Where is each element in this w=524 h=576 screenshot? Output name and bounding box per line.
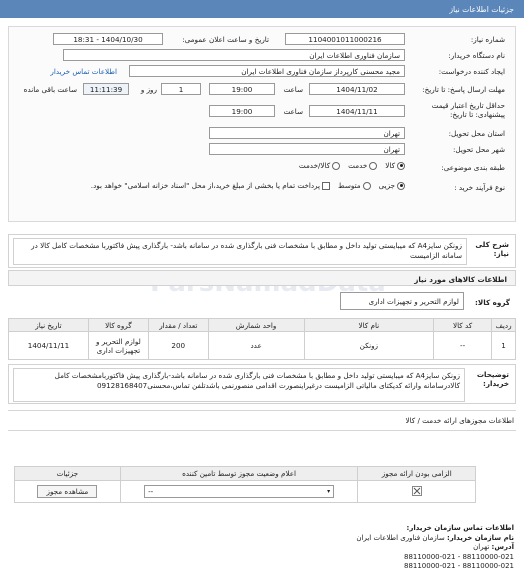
deadline-date-field: 1404/11/02	[309, 83, 405, 95]
goods-title-bar	[8, 270, 516, 286]
permit-status-select[interactable]: ▾ --	[144, 485, 334, 498]
buyer-notes-section	[8, 364, 516, 404]
description-text: زونکن سایزA4 که میبایستی تولید داخل و مطابق با مشخصات فنی بارگذاری شده در سامانه باشد- بارگذاری پیش فاکتوربا مشخصات کامل کالا در سامانه الزامیست	[13, 238, 467, 265]
city-field: تهران	[209, 143, 405, 155]
col-unit: واحد شمارش	[208, 319, 304, 332]
description-section	[8, 234, 516, 268]
view-permit-button[interactable]: مشاهده مجوز	[37, 485, 97, 498]
category-option-service[interactable]: خدمت	[348, 161, 377, 170]
required-checkbox-icon	[412, 486, 422, 496]
permits-table-header	[15, 467, 476, 481]
remaining-time-field: 11:11:39	[83, 83, 129, 95]
cell-index: 1	[492, 332, 516, 360]
table-row	[9, 332, 516, 360]
col-qty: تعداد / مقدار	[148, 319, 208, 332]
contact-org: نام سازمان خریدار: سازمان فناوری اطلاعات ایران	[356, 533, 514, 542]
creator-field: مجید محسنی کارپرداز سازمان فناوری اطلاعات ایران	[129, 65, 405, 77]
divider	[8, 430, 516, 431]
buyer-label: نام دستگاه خریدار:	[448, 51, 505, 60]
cell-qty: 200	[148, 332, 208, 360]
category-radio-group	[291, 161, 405, 170]
permits-title: اطلاعات مجوزهای ارائه خدمت / کالا	[405, 416, 514, 425]
status-cell	[120, 481, 358, 503]
announce-label: تاریخ و ساعت اعلان عمومی:	[182, 35, 269, 44]
col-date: تاریخ نیاز	[9, 319, 89, 332]
price-validity-time-label: ساعت	[283, 107, 303, 116]
col-group: گروه کالا	[88, 319, 148, 332]
cell-unit: عدد	[208, 332, 304, 360]
buyer-field: سازمان فناوری اطلاعات ایران	[63, 49, 405, 61]
price-validity-label: حداقل تاریخ اعتبار قیمت پیشنهادی: تا تاریخ:	[431, 101, 505, 119]
process-label: نوع فرآیند خرید :	[454, 183, 505, 192]
radio-icon	[369, 162, 377, 170]
radio-selected-icon	[397, 182, 405, 190]
city-label: شهر محل تحویل:	[452, 145, 505, 154]
goods-group-label: گروه کالا:	[475, 298, 510, 307]
goods-table	[8, 318, 516, 360]
col-required: الزامی بودن ارائه مجوز	[358, 467, 476, 481]
contact-fax: 88110000-021 - 88110000-021	[403, 562, 514, 570]
category-option-both[interactable]: کالا/خدمت	[299, 161, 340, 170]
description-label: شرح کلی نیاز:	[475, 240, 509, 258]
days-label: روز و	[140, 85, 157, 94]
radio-icon	[363, 182, 371, 190]
chevron-down-icon: ▾	[327, 488, 331, 495]
days-field: 1	[161, 83, 201, 95]
province-label: استان محل تحویل:	[448, 129, 505, 138]
contact-title: اطلاعات تماس سازمان خریدار:	[406, 524, 514, 532]
cross-icon	[413, 487, 421, 495]
cell-group: لوازم التحریر و تجهیزات اداری	[88, 332, 148, 360]
announce-field: 1404/10/30 - 18:31	[53, 33, 163, 45]
process-option-minor[interactable]: جزیی	[379, 181, 405, 190]
deadline-time-label: ساعت	[283, 85, 303, 94]
contact-address: آدرس: تهران	[473, 543, 514, 551]
need-number-label: شماره نیاز:	[470, 35, 505, 44]
col-details: جزئیات	[15, 467, 121, 481]
process-option-medium[interactable]: متوسط	[338, 181, 371, 190]
price-validity-time-field: 19:00	[209, 105, 275, 117]
col-status: اعلام وضعیت مجوز توسط تامین کننده	[120, 467, 358, 481]
details-cell	[15, 481, 121, 503]
process-radio-group	[83, 181, 405, 190]
goods-group-field: لوازم التحریر و تجهیزات اداری	[340, 292, 464, 310]
page-title: جزئیات اطلاعات نیاز	[449, 4, 514, 14]
contact-phone: 88110000-021 - 88110000-021	[403, 552, 514, 561]
goods-table-header	[9, 319, 516, 332]
col-code: کد کالا	[434, 319, 492, 332]
remaining-label: ساعت باقی مانده	[23, 85, 77, 94]
divider	[8, 410, 516, 411]
col-name: نام کالا	[304, 319, 434, 332]
radio-selected-icon	[397, 162, 405, 170]
deadline-time-field: 19:00	[209, 83, 275, 95]
cell-name: زونکن	[304, 332, 434, 360]
buyer-contact-block	[356, 524, 514, 572]
category-option-goods[interactable]: کالا	[385, 161, 405, 170]
col-index: ردیف	[492, 319, 516, 332]
required-cell	[358, 481, 476, 503]
price-validity-date-field: 1404/11/11	[309, 105, 405, 117]
deadline-label: مهلت ارسال پاسخ: تا تاریخ:	[422, 85, 505, 94]
checkbox-icon	[322, 182, 330, 190]
page-header	[0, 0, 524, 18]
province-field: تهران	[209, 127, 405, 139]
category-label: طبقه بندی موضوعی:	[441, 163, 505, 172]
need-number-field: 1104001011000216	[285, 33, 405, 45]
permits-table	[14, 466, 476, 503]
cell-date: 1404/11/11	[9, 332, 89, 360]
treasury-payment-checkbox[interactable]: پرداخت تمام یا بخشی از مبلغ خرید،از محل "اسناد خزانه اسلامی" خواهد بود.	[91, 181, 330, 190]
buyer-notes-label: توضیحات خریدار:	[476, 370, 509, 388]
radio-icon	[332, 162, 340, 170]
need-details-panel	[8, 26, 516, 222]
goods-title: اطلاعات کالاهای مورد نیاز	[414, 275, 507, 284]
table-row	[15, 481, 476, 503]
creator-label: ایجاد کننده درخواست:	[438, 67, 505, 76]
cell-code: --	[434, 332, 492, 360]
buyer-contact-link[interactable]: اطلاعات تماس خریدار	[50, 67, 117, 76]
buyer-notes-text: زونکن سایزA4 که میبایستی تولید داخل و مطابق با مشخصات فنی بارگذاری شده در سامانه باشد-بارگذاری پیش فاکتوربامشخصات کامل کالادرسامانه وارائه کدیکتای مالیاتی الزامیست درغیراینصورت اقدامی منصورنمی باشدتلفن تماس،محسنی09128168407	[13, 368, 465, 402]
